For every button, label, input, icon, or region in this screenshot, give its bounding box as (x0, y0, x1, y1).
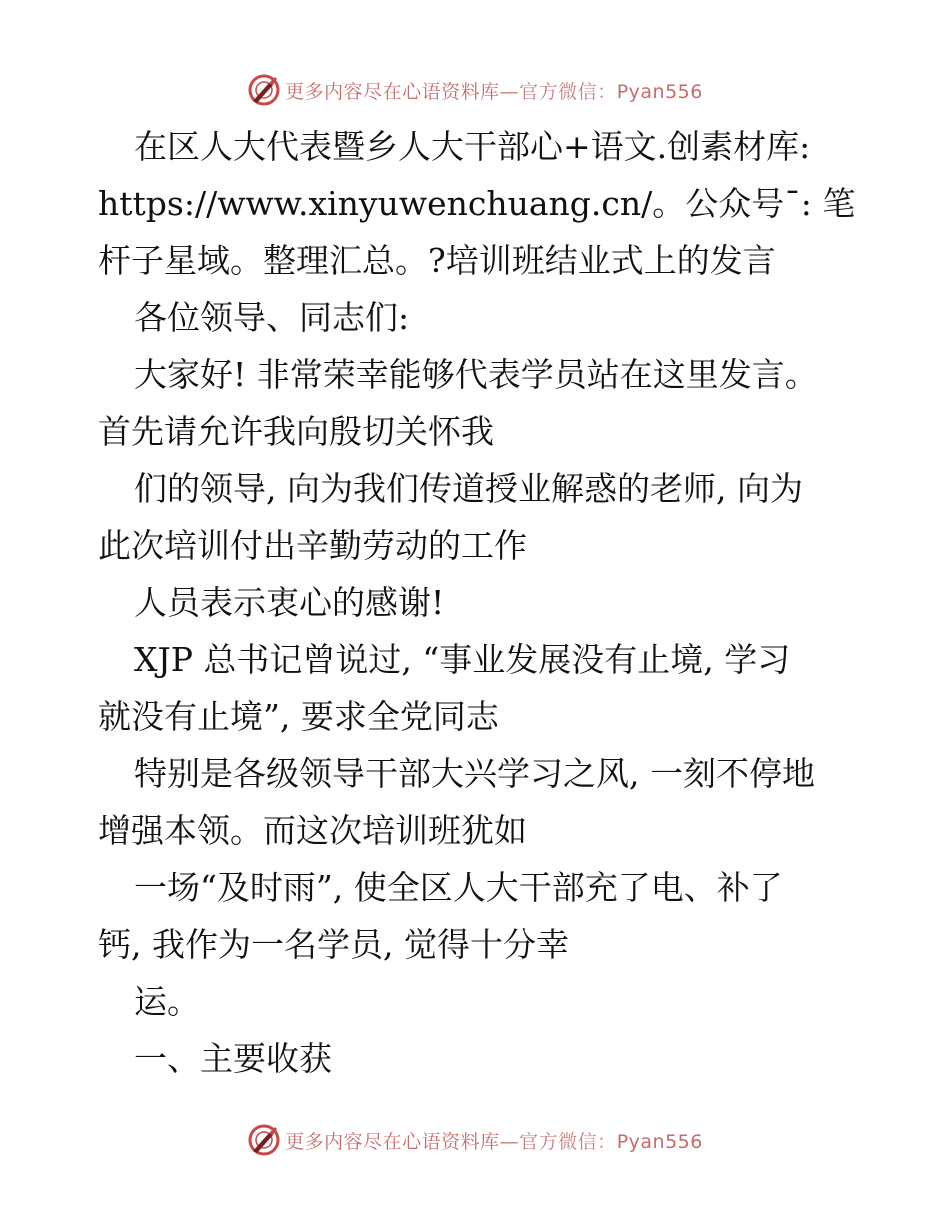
text-line: 首先请允许我向殷切关怀我 (98, 412, 494, 451)
banner-text: 更多内容尽在心语资料库—官方微信：Pyan556 (285, 80, 703, 103)
text-line: 特别是各级领导干部大兴学习之风, 一刻不停地 (134, 754, 815, 793)
text-line: 大家好! 非常荣幸能够代表学员站在这里发言。 (134, 355, 818, 394)
pen-logo-icon (247, 73, 281, 107)
salutation: 各位领导、同志们: (134, 298, 410, 337)
text-line: 就没有止境”, 要求全党同志 (98, 697, 499, 736)
document-body (98, 118, 858, 1087)
text-line: 钙, 我作为一名学员, 觉得十分幸 (98, 925, 569, 964)
text-line: 杆子星域。整理汇总。?培训班结业式上的发言 (98, 241, 776, 280)
text-line: 人员表示衷心的感谢! (134, 583, 445, 622)
pen-logo-icon (247, 1123, 281, 1157)
text-line: 在区人大代表暨乡人大干部心+语文.创素材库: (134, 127, 811, 166)
footer-watermark-banner (0, 1120, 950, 1160)
text-line: 运。 (134, 982, 200, 1021)
text-line: 增强本领。而这次培训班犹如 (98, 811, 527, 850)
text-line: 此次培训付出辛勤劳动的工作 (98, 526, 527, 565)
section-heading: 一、主要收获 (134, 1039, 332, 1078)
text-line: 们的领导, 向为我们传道授业解惑的老师, 向为 (134, 469, 803, 508)
text-line: https://www.xinyuwenchuang.cn/。公众号¯: 笔 (98, 184, 856, 223)
banner-text: 更多内容尽在心语资料库—官方微信：Pyan556 (285, 1130, 703, 1153)
text-line: XJP 总书记曾说过, “事业发展没有止境, 学习 (134, 640, 791, 679)
header-watermark-banner (0, 70, 950, 110)
text-line: 一场“及时雨”, 使全区人大干部充了电、补了 (134, 868, 783, 907)
